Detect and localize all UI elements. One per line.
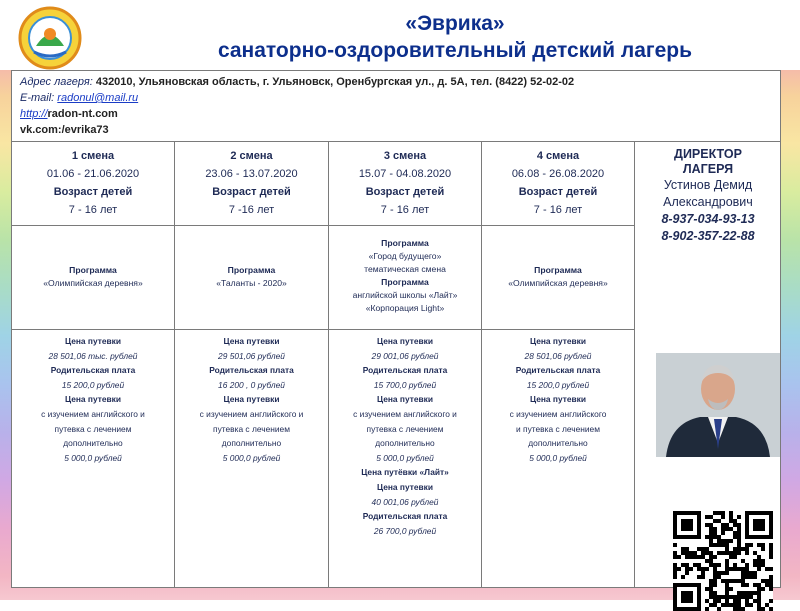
divider [12,225,634,226]
price-line: Родительская плата [209,365,294,376]
price-line: Цена путевки [223,336,280,346]
shift-header [482,147,634,219]
price-line: и путевка с лечением [516,423,600,434]
title-line-1: «Эврика» [405,12,505,35]
director-name-line-1: Устинов Демид [663,178,753,192]
shift-name: 3 смена [383,150,427,162]
shift-prices [333,334,477,538]
program-label: Программа [69,264,117,275]
program-line: тематическая смена [364,263,446,274]
price-line: Родительская плата [50,365,136,376]
camp-logo-icon [18,6,82,70]
program-line: «Таланты - 2020» [216,277,287,288]
director-block [634,141,782,245]
price-line: с изучением английского и [41,408,145,419]
price-line: Цена путевки [377,481,433,492]
shift-header [329,147,481,219]
price-line: 15 200,0 рублей [526,379,590,390]
program-line: английской школы «Лайт» [352,289,458,300]
shift-prices [486,334,630,465]
program-label: Программа [381,237,429,248]
price-line: Цена путевки [377,336,433,346]
price-line: Цена путевки [65,394,121,405]
shift-dates: 23.06 - 13.07.2020 [205,168,298,180]
program-label: Программа [227,264,276,275]
price-line: дополнительно [528,438,588,449]
director-role-line-1: ДИРЕКТОР [674,147,742,161]
title-line-2: санаторно-оздоровительный детский лагерь [217,39,693,62]
shift-age-label: Возраст детей [53,186,133,198]
email-label: E-mail: [20,92,55,104]
director-role-line-2: ЛАГЕРЯ [682,162,734,176]
price-line: 40 001,06 рублей [371,496,439,507]
vk-value: vk.com:/evrika73 [20,124,109,136]
director-phone-2: 8-902-357-22-88 [661,229,755,243]
shift-dates: 06.08 - 26.08.2020 [511,168,605,180]
price-line: Цена путевки [223,394,280,405]
shift-age: 7 - 16 лет [68,204,118,216]
program-line: «Олимпийская деревня» [508,277,608,288]
price-line: 5 000,0 рублей [64,452,122,463]
shift-age: 7 - 16 лет [380,204,430,216]
shift-age: 7 -16 лет [228,204,275,216]
shift-name: 4 смена [536,150,580,162]
price-line: путевка с лечением [366,423,444,434]
shift-dates: 01.06 - 21.06.2020 [46,168,140,180]
shift-prices [179,334,324,465]
price-line: с изучением английского [509,408,607,419]
site-link-prefix[interactable]: http:// [20,108,48,120]
price-line: дополнительно [375,438,435,449]
shift-age-label: Возраст детей [365,186,445,198]
program-line: Программа [381,276,429,287]
price-line: Родительская плата [515,365,601,376]
shift-program [329,237,481,315]
director-role [634,147,782,177]
price-line: 5 000,0 рублей [222,452,281,463]
shift-prices [16,334,170,465]
address-row [20,74,772,90]
address-value: 432010, Ульяновская область, г. Ульяновск, Оренбургская ул., д. 5А, тел. (8422) 52-02-02 [95,76,575,88]
price-line: дополнительно [63,438,123,449]
site-row [20,106,772,122]
price-line: с изучением английского и [199,408,304,419]
price-line: 28 501,06 тыс. рублей [48,350,138,361]
shift-name: 2 смена [230,150,273,162]
price-line: 5 000,0 рублей [376,452,434,463]
shift-header [12,147,174,219]
site-value: radon-nt.com [47,108,118,120]
shift-age-label: Возраст детей [212,186,291,198]
price-line: Цена путевки [377,394,433,405]
price-line: путевка с лечением [213,423,290,434]
price-line: Родительская плата [362,511,448,522]
director-name-line-2: Александрович [663,195,753,209]
price-line: Родительская плата [362,365,448,376]
price-line: Цена путевки [530,394,586,405]
shift-age-label: Возраст детей [518,186,598,198]
program-line: «Корпорация Light» [365,302,445,313]
main-panel [11,70,781,588]
price-line: 26 700,0 рублей [373,525,437,536]
address-label: Адрес лагеря: [20,76,93,88]
director-phone-1: 8-937-034-93-13 [661,212,755,226]
divider [12,329,634,330]
price-line: Цена путевки [65,336,121,346]
director-photo [656,353,780,457]
program-label: Программа [534,264,582,275]
price-line: 16 200 , 0 рублей [218,379,285,390]
price-line: 15 700,0 рублей [373,379,437,390]
shift-dates: 15.07 - 04.08.2020 [358,168,452,180]
price-line: путевка с лечением [54,423,132,434]
shift-name: 1 смена [71,150,115,162]
price-line: 15 200,0 рублей [61,379,125,390]
page-title [120,10,790,64]
price-line: 29 001,06 рублей [371,350,439,361]
vk-row [20,122,772,138]
shift-age: 7 - 16 лет [533,204,583,216]
qr-code-icon [673,511,773,611]
email-row [20,90,772,106]
price-line: 28 501,06 рублей [524,350,592,361]
price-line: с изучением английского и [353,408,457,419]
email-link[interactable]: radonul@mail.ru [57,92,139,104]
shift-program [175,264,328,290]
program-line: «Город будущего» [368,250,442,261]
camp-info [12,71,780,141]
price-line: Цена путевки [530,336,586,346]
price-line: 29 501,06 рублей [218,350,285,361]
price-line: дополнительно [221,438,282,449]
program-line: «Олимпийская деревня» [43,277,143,288]
price-line: 5 000,0 рублей [529,452,587,463]
price-line: Цена путёвки «Лайт» [361,467,449,478]
shift-program [12,264,174,290]
shift-header [175,147,328,219]
shift-program [482,264,634,290]
